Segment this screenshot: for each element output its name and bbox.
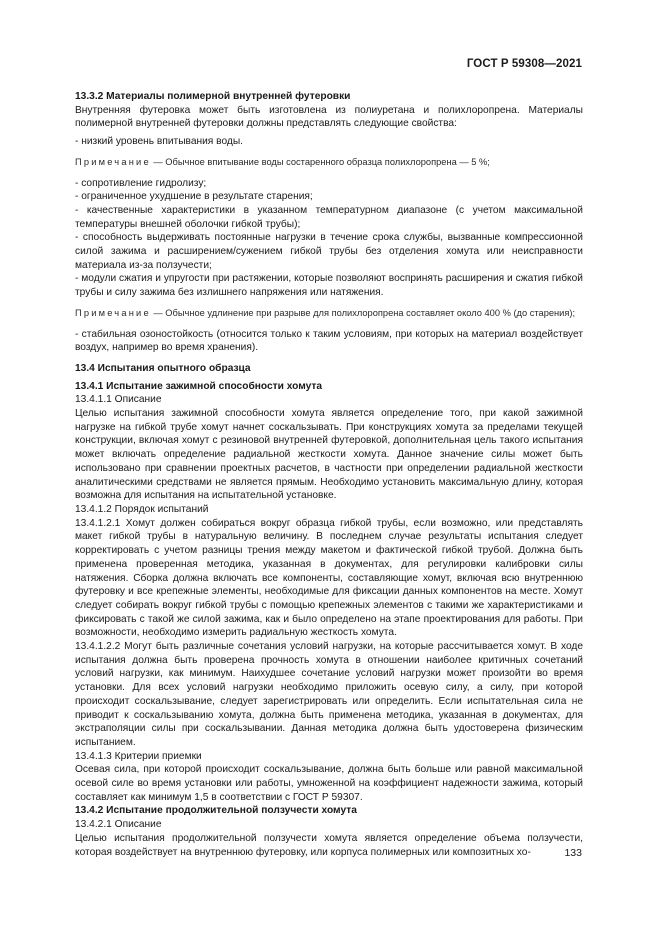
list-item: - стабильная озоностойкость (относится только к таким условиям, при которых на материал воздействует воздух, например во время хранения). — [75, 328, 583, 354]
subsection-title: 13.4.1.3 Критерии приемки — [75, 750, 202, 762]
note — [75, 307, 583, 321]
section-13-4-2-heading: 13.4.2 Испытание продолжительной ползучести хомута — [75, 805, 357, 817]
section-13-4-1-heading: 13.4.1 Испытание зажимной способности хомута — [75, 380, 323, 392]
paragraph: Внутренняя футеровка может быть изготовлена из полиуретана и полихлоропрена. Материалы полимерной внутренней футеровки должны представлять следующие свойства: — [75, 104, 583, 130]
list-item: - способность выдерживать постоянные нагрузки в течение срока службы, вызванные компрессионной силой зажима и расширением/сужением гибкой трубы без отделения хомута или неисправности материала из-за ползучести; — [75, 232, 583, 271]
note-label: Примечание — [75, 156, 151, 167]
list-item: - низкий уровень впитывания воды. — [75, 136, 243, 148]
note-text: — Обычное удлинение при разрыве для полихлоропрена составляет около 400 % (до старения); — [150, 307, 576, 318]
note-label: Примечание — [75, 307, 151, 318]
list-item: - модули сжатия и упругости при растяжении, которые позволяют воспринять расширения и сжатия гибкой трубы и силу зажима без излишнего напряжения или натяжения. — [75, 273, 583, 299]
paragraph: 13.4.1.2.1 Хомут должен собираться вокруг образца гибкой трубы, если возможно, или представлять макет гибкой трубы в натуральную величину. В последнем случае результаты испытания следует корректировать с учетом разницы трения между макетом и фактической гибкой трубой. Должна быть применена проверенная методика, указанная в документах, для регулировки калибровки силы натяжения. Сборка должна включать все компоненты, составляющие хомут, включая всю внутреннюю футеровку и все крепежные элементы, необходимые для фиксации данных компонентов на месте. Хомут следует собирать вокруг гибкой трубы с помощью крепежных элементов с такими же характеристиками и фиксировать с такой же силой зажима, как и было определено на этапе проектирования для работы. При возможности, необходимо измерить радиальную жесткость хомута. — [75, 517, 583, 639]
list-item: - ограниченное ухудшение в результате старения; — [75, 191, 313, 203]
section-13-4-heading: 13.4 Испытания опытного образца — [75, 362, 251, 374]
note-text: — Обычное впитывание воды состаренного образца полихлоропрена — 5 %; — [150, 156, 490, 167]
list-item: - сопротивление гидролизу; — [75, 177, 207, 189]
paragraph: 13.4.1.2.2 Могут быть различные сочетания условий нагрузки, на которые рассчитывается хомут. В ходе испытания должна быть проверена прочность хомута в отношении наиболее критичных сочетаний условий нагрузки, как минимум. Наихудшее сочетание условий нагрузки может произойти во время установки. Для всех условий нагрузки необходимо приложить осевую силу, а силу, при которой происходит соскальзывание, следует зарегистрировать или определить. Если испытательная сила не приводит к соскальзыванию хомута, должна быть применена методика, указанная в документах, для экстраполяции силы при соскальзывании. Данная методика должна быть удостоверена физическим испытанием. — [75, 641, 583, 748]
paragraph: Целью испытания продолжительной ползучести хомута является определение объема ползучести, которая воздействует на внутреннюю футеровку, или корпуса полимерных или композитных хо- — [75, 832, 583, 858]
list-item: - качественные характеристики в указанном температурном диапазоне (с учетом максимальной температуры внешней оболочки гибкой трубы); — [75, 204, 583, 230]
subsection-title: 13.4.2.1 Описание — [75, 819, 162, 831]
subsection-title: 13.4.1.2 Порядок испытаний — [75, 503, 209, 515]
paragraph: Осевая сила, при которой происходит соскальзывание, должна быть больше или равной максимальной осевой силе во время установки или работы, умноженной на коэффициент надежности зажима, который составляет как минимум 1,5 в соответствии с ГОСТ Р 59307. — [75, 764, 583, 803]
note — [75, 156, 583, 170]
standard-header: ГОСТ Р 59308—2021 — [466, 58, 582, 70]
subsection-title: 13.4.1.1 Описание — [75, 394, 162, 406]
section-13-3-2-heading: 13.3.2 Материалы полимерной внутренней футеровки — [75, 91, 351, 102]
document-body — [75, 90, 583, 859]
paragraph: Целью испытания зажимной способности хомута является определение того, при какой зажимной нагрузке на гибкой трубе хомут начнет соскальзывать. При конструкциях хомута за пределами текущей конструкции, включая хомут с резиновой внутренней футеровкой, дополнительная цель такого испытания может включать определение радиальной жесткости хомута. Данное значение силы может быть использовано при сравнении проектных расчетов, в частности при определении радиальной жесткости аналитическими средствами не является прямым. Необходимо установить максимальную длину, которая возможна для испытания на испытательной установке. — [75, 408, 583, 502]
page-number: 133 — [564, 847, 582, 859]
